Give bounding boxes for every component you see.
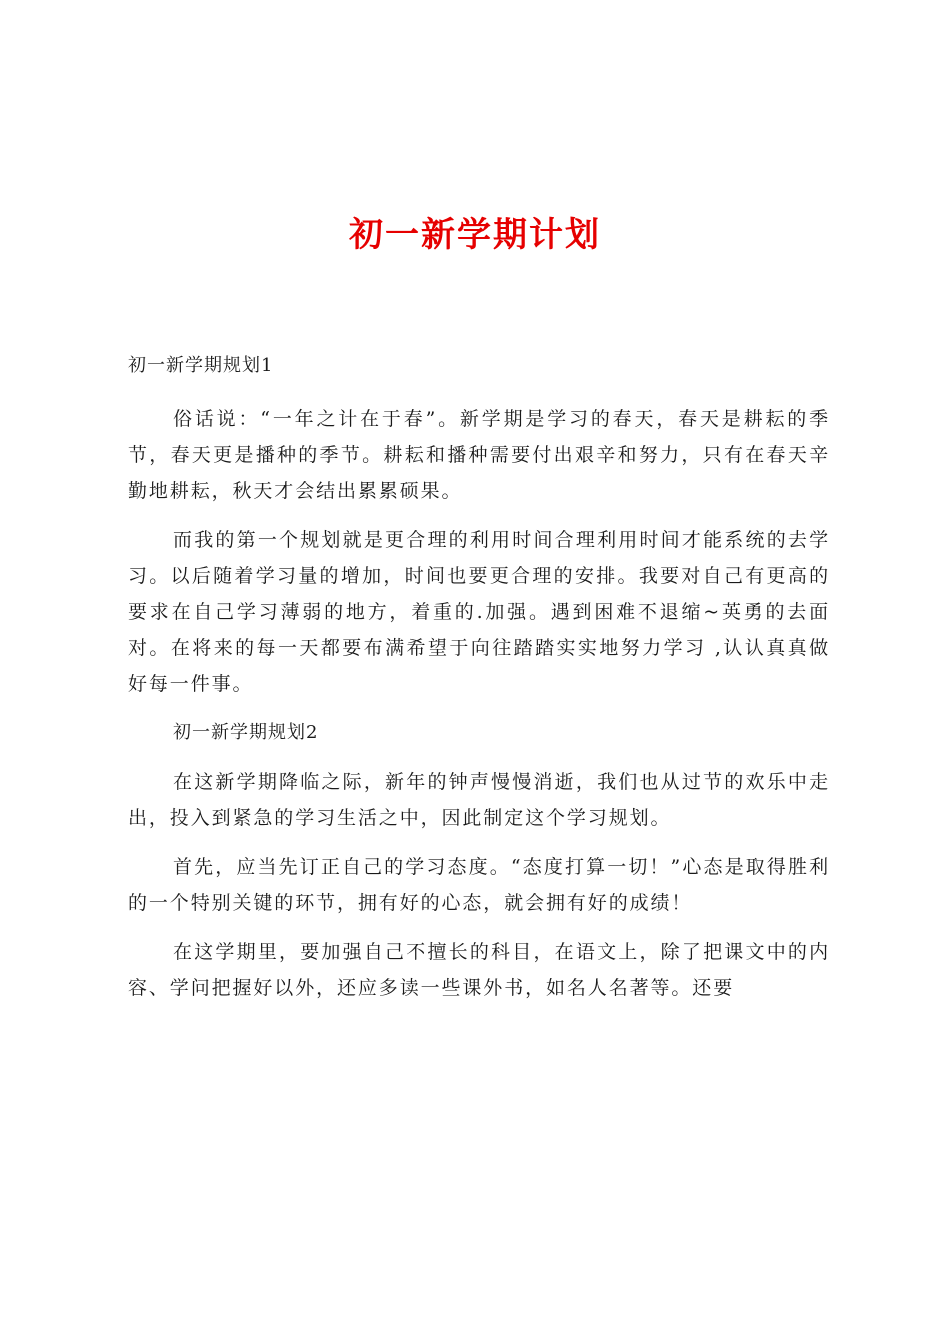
paragraph-2-3: 在这学期里，要加强自己不擅长的科目，在语文上，除了把课文中的内容、学问把握好以外，还应多读一些课外书，如名人名著等。还要 <box>128 941 830 999</box>
document-body <box>128 348 830 1006</box>
section-heading-2: 初一新学期规划2 <box>173 722 319 743</box>
paragraph-1-1: 俗话说：“一年之计在于春”。新学期是学习的春天，春天是耕耘的季节，春天更是播种的季节。耕耘和播种需要付出艰辛和努力，只有在春天辛勤地耕耘，秋天才会结出累累硕果。 <box>128 408 830 502</box>
paragraph-1-2: 而我的第一个规划就是更合理的利用时间合理利用时间才能系统的去学习。以后随着学习量的增加，时间也要更合理的安排。我要对自己有更高的要求在自己学习薄弱的地方，着重的.加强。遇到困难不退缩~英勇的去面对。在将来的每一天都要布满希望于向往踏踏实实地努力学习 ,认认真真做好每一件事。 <box>128 529 830 695</box>
paragraph-2-1: 在这新学期降临之际，新年的钟声慢慢消逝，我们也从过节的欢乐中走出，投入到紧急的学习生活之中，因此制定这个学习规划。 <box>128 771 830 829</box>
paragraph-2-2: 首先，应当先订正自己的学习态度。“态度打算一切！”心态是取得胜利的一个特别关键的环节，拥有好的心态，就会拥有好的成绩！ <box>128 856 830 914</box>
section-heading-1: 初一新学期规划1 <box>128 355 274 376</box>
document-title: 初一新学期计划 <box>349 215 601 255</box>
